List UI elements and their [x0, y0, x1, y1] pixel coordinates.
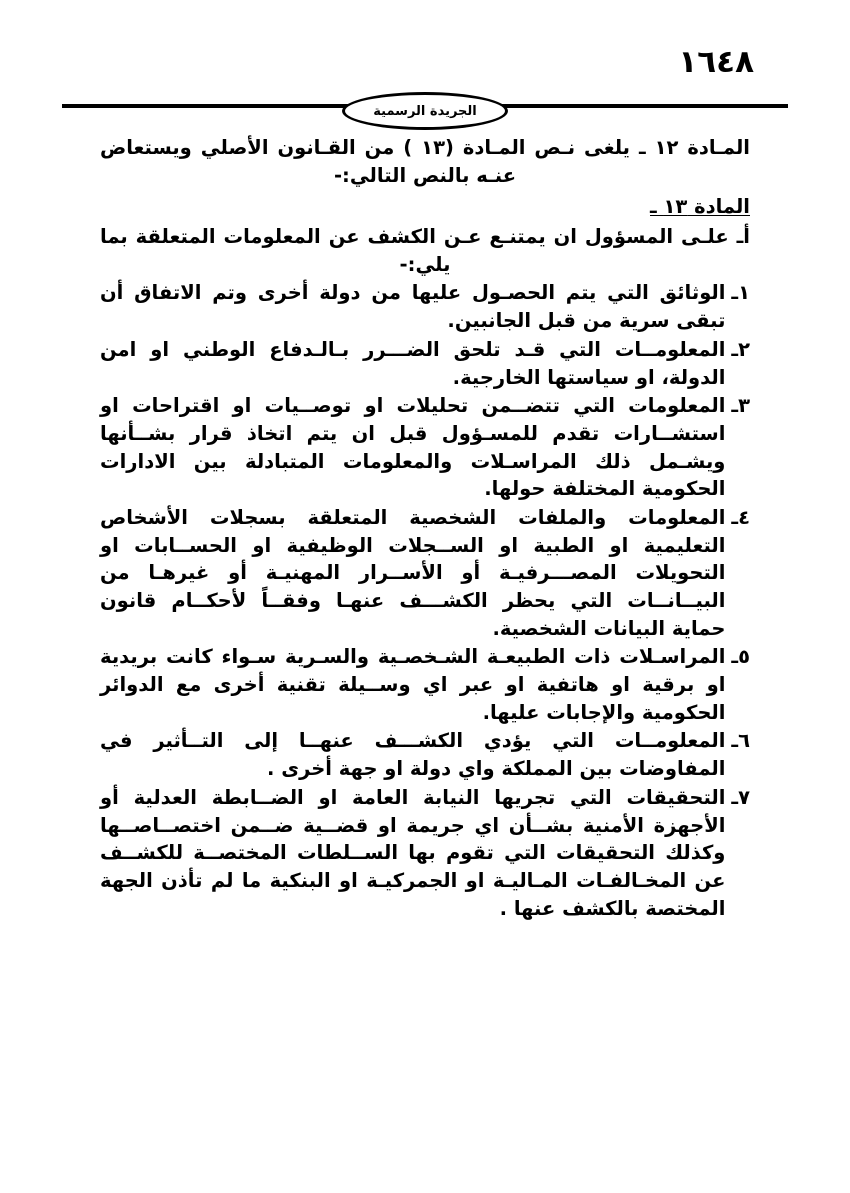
clause-item: [100, 279, 750, 334]
clause-item: [100, 643, 750, 726]
clause-text: المعلومــات التي قـد تلحق الضـــرر بـالـدفاع الوطني او امن الدولة، او سياستها الخارجية.: [100, 337, 726, 389]
clause-text: المراسـلات ذات الطبيعـة الشـخصـية والسـرية سـواء كانت بريدية او برقية او هاتفية او عبر اي وســيلة تقنية أخرى مع الدوائر الحكومية والإجابات عليها.: [100, 645, 726, 724]
clause-number: ٧ـ: [731, 785, 750, 809]
clause-number: ١ـ: [731, 281, 750, 305]
document-body: [100, 134, 750, 923]
clause-text: المعلومــات التي يؤدي الكشـــف عنهــا إلى التــأثير في المفاوضات بين المملكة واي دولة او جهة أخرى .: [100, 729, 726, 781]
page-number: ١٦٤٨: [678, 44, 754, 80]
gazette-badge: [342, 92, 508, 130]
article-title: المادة ١٣ ـ: [650, 195, 750, 219]
clause-text: المعلومات والملفات الشخصية المتعلقة بسجلات الأشخاص التعليمية او الطبية او الســجلات الوظيفية او الحســابات او التحويلات المصـــرفيـة أو الأســرار المهنيـة أو غيرهـا من البيــانــات التي يحظر الكشـــف عنهـا وفقــاً لأحكــام قانون حماية البيانات الشخصية.: [100, 505, 726, 640]
clause-text: المعلومات التي تتضــمن تحليلات او توصــيات او اقتراحات او استشــارات تقدم للمسـؤول قبل ان يتم اتخاذ قرار بشــأنها ويشـمل ذلك المراسـلات والمعلومات المتبادلة بين الادارات الحكومية المختلفة حولها.: [100, 394, 726, 501]
clause-text: التحقيقات التي تجريها النيابة العامة او الضــابطة العدلية أو الأجهزة الأمنية بشــأن اي جريمة او قضــية ضــمن اختصــاصــها وكذلك التحقيقات التي تقوم بها الســلطات المختصــة للكشــف عن المخـالفـات المـاليـة او الجمركيـة او البنكية ما لم تأذن الجهة المختصة بالكشف عنها .: [100, 785, 726, 920]
clause-item: [100, 727, 750, 782]
clause-number: ٢ـ: [731, 337, 750, 361]
clause-item: [100, 336, 750, 391]
clause-item: [100, 504, 750, 642]
clause-number: ٤ـ: [731, 505, 750, 529]
header-rule: [62, 92, 788, 126]
clause-number: ٥ـ: [731, 645, 750, 669]
clause-number: ٦ـ: [731, 729, 750, 753]
clause-text: الوثائق التي يتم الحصـول عليها من دولة أخرى وتم الاتفاق أن تبقى سرية من قبل الجانبين.: [100, 281, 726, 333]
sub-clause-a: أـ علـى المسؤول ان يمتنـع عـن الكشف عن المعلومات المتعلقة بما يلي:-: [100, 225, 750, 276]
clause-number: ٣ـ: [731, 394, 750, 418]
intro-paragraph: المـادة ١٢ ـ يلغى نـص المـادة (١٣ ) من القـانون الأصلي ويستعاض عنـه بالنص التالي:-: [100, 136, 750, 187]
gazette-badge-label: الجريدة الرسمية: [373, 103, 477, 119]
clause-item: [100, 392, 750, 503]
clause-item: [100, 784, 750, 922]
